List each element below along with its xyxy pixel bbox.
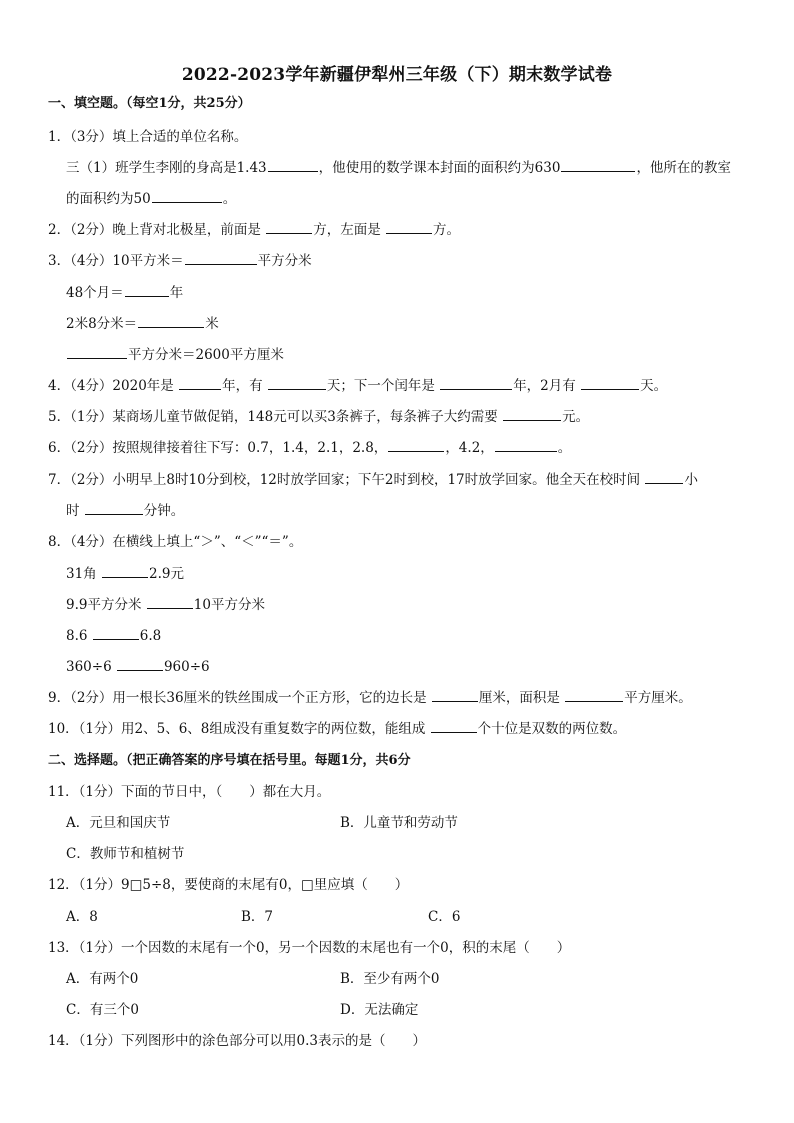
answer-blank[interactable] — [386, 222, 432, 234]
answer-blank[interactable] — [495, 440, 557, 452]
answer-blank[interactable] — [93, 628, 139, 640]
answer-blank[interactable] — [440, 378, 512, 390]
answer-blank[interactable] — [85, 503, 143, 515]
question-3: 3．（4分）10平方米＝ 平方分米 — [48, 253, 312, 269]
answer-blank[interactable] — [185, 253, 257, 265]
answer-blank[interactable] — [147, 597, 193, 609]
question-12-stem: 12．（1分）9□5÷8，要使商的末尾有0，□里应填（ ） — [48, 877, 409, 893]
question-8-row-3: 8.6 6.8 — [66, 628, 162, 644]
question-1-line-2: 的面积约为50 。 — [66, 191, 237, 207]
option-a[interactable]: A．有两个0 — [66, 971, 139, 987]
question-7: 7．（2分）小明早上8时10分到校，12时放学回家；下午2时到校，17时放学回家。他全天在校时间 小 — [48, 472, 698, 488]
question-11-stem: 11．（1分）下面的节日中，（ ）都在大月。 — [48, 784, 331, 800]
answer-blank[interactable] — [268, 160, 318, 172]
answer-blank[interactable] — [503, 409, 561, 421]
option-c[interactable]: C．6 — [428, 909, 461, 925]
answer-blank[interactable] — [67, 347, 127, 359]
question-3-line-3: 2米8分米＝ 米 — [66, 316, 219, 332]
question-2: 2．（2分）晚上背对北极星，前面是 方，左面是 方。 — [48, 222, 461, 238]
answer-blank[interactable] — [581, 378, 639, 390]
option-c[interactable]: C．有三个0 — [66, 1002, 139, 1018]
option-b[interactable]: B．至少有两个0 — [340, 971, 440, 987]
answer-blank[interactable] — [102, 566, 148, 578]
question-3-line-4: 平方分米＝2600平方厘米 — [66, 347, 284, 363]
question-14-stem: 14．（1分）下列图形中的涂色部分可以用0.3表示的是（ ） — [48, 1033, 426, 1049]
question-1-stem: 1．（3分）填上合适的单位名称。 — [48, 129, 248, 145]
answer-blank[interactable] — [125, 285, 169, 297]
answer-blank[interactable] — [645, 472, 683, 484]
answer-blank[interactable] — [561, 160, 635, 172]
option-c[interactable]: C．教师节和植树节 — [66, 846, 185, 862]
question-13-stem: 13．（1分）一个因数的末尾有一个0，另一个因数的末尾也有一个0，积的末尾（ ） — [48, 940, 571, 956]
section-heading-choice: 二、选择题。（把正确答案的序号填在括号里。每题1分，共6分 — [48, 753, 411, 768]
answer-blank[interactable] — [388, 440, 444, 452]
question-9: 9．（2分）用一根长36厘米的铁丝围成一个正方形，它的边长是 厘米，面积是 平方厘米。 — [48, 690, 692, 706]
question-8-stem: 8．（4分）在横线上填上“＞”、“＜”“＝”。 — [48, 534, 303, 550]
question-4: 4．（4分）2020年是 年，有 天；下一个闰年是 年，2月有 天。 — [48, 378, 668, 394]
option-b[interactable]: B．儿童节和劳动节 — [340, 815, 458, 831]
question-7-line-2: 时 分钟。 — [66, 503, 185, 519]
answer-blank[interactable] — [266, 222, 312, 234]
answer-blank[interactable] — [138, 316, 204, 328]
answer-blank[interactable] — [117, 659, 163, 671]
section-heading-fill-blank: 一、填空题。（每空1分，共25分） — [48, 96, 251, 111]
answer-blank[interactable] — [152, 191, 222, 203]
answer-blank[interactable] — [268, 378, 326, 390]
answer-blank[interactable] — [431, 721, 477, 733]
answer-blank[interactable] — [565, 690, 623, 702]
option-b[interactable]: B．7 — [241, 909, 274, 925]
question-5: 5．（1分）某商场儿童节做促销，148元可以买3条裤子，每条裤子大约需要 元。 — [48, 409, 590, 425]
option-d[interactable]: D．无法确定 — [340, 1002, 419, 1018]
answer-blank[interactable] — [179, 378, 221, 390]
question-8-row-1: 31角 2.9元 — [66, 566, 184, 582]
option-a[interactable]: A．8 — [66, 909, 98, 925]
question-6: 6．（2分）按照规律接着往下写：0.7，1.4，2.1，2.8， ，4.2， 。 — [48, 440, 572, 456]
question-8-row-2: 9.9平方分米 10平方分米 — [66, 597, 265, 613]
question-8-row-4: 360÷6 960÷6 — [66, 659, 210, 675]
question-3-line-2: 48个月＝ 年 — [66, 285, 184, 301]
option-a[interactable]: A．元旦和国庆节 — [66, 815, 171, 831]
question-10: 10．（1分）用2、5、6、8组成没有重复数字的两位数，能组成 个十位是双数的两位数。 — [48, 721, 627, 737]
question-1-line-1: 三（1）班学生李刚的身高是1.43 ，他使用的数学课本封面的面积约为630 ，他所在的教室 — [66, 160, 731, 176]
page-title: 2022-2023学年新疆伊犁州三年级（下）期末数学试卷 — [181, 65, 613, 85]
answer-blank[interactable] — [432, 690, 478, 702]
